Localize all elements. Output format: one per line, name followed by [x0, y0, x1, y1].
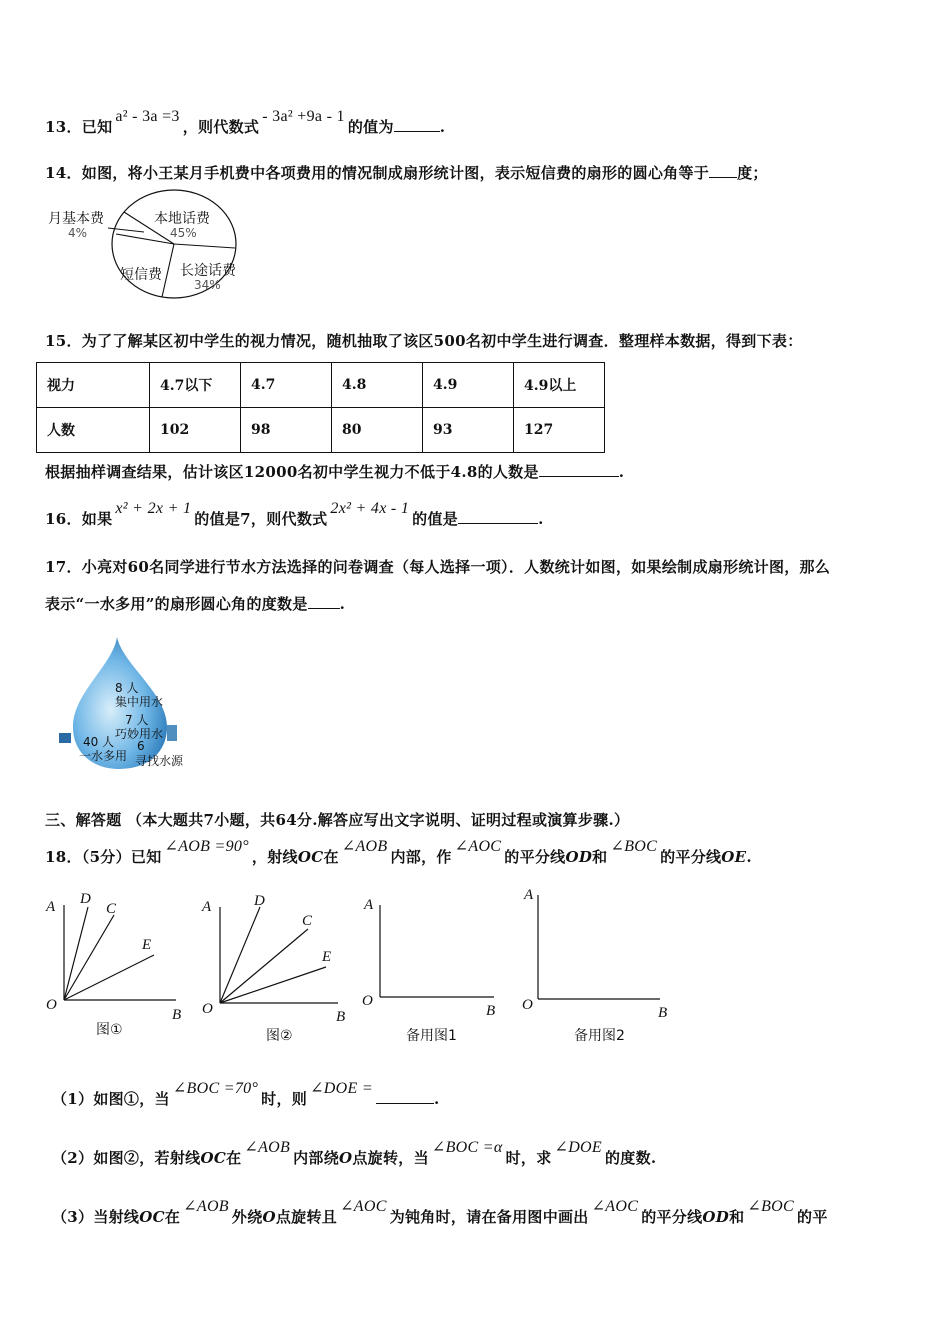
spare1-label-o: O — [362, 993, 373, 1009]
q18-text: 和 — [592, 848, 608, 866]
q18-s2-o: O — [339, 1149, 353, 1167]
q14-answer-blank[interactable] — [709, 163, 737, 178]
q18-text: 的平分线 — [504, 848, 566, 866]
vision-table — [36, 362, 605, 453]
q18-s1-eq2: ∠DOE = — [310, 1080, 373, 1097]
fig2-caption: 图② — [266, 1028, 293, 1044]
q13-period: . — [439, 118, 446, 136]
bottle-icon — [167, 725, 177, 741]
q16-answer-blank[interactable] — [458, 509, 538, 524]
question-13 — [45, 108, 446, 137]
question-14 — [45, 162, 768, 183]
q18-figures — [40, 885, 680, 1050]
spare1-label-a: A — [364, 897, 374, 913]
spare2-caption: 备用图2 — [574, 1028, 625, 1044]
table-cell: 人数 — [37, 408, 150, 453]
spare2-label-b: B — [658, 1005, 668, 1021]
fig1-caption: 图① — [96, 1022, 123, 1038]
fig2-label-b: B — [336, 1009, 346, 1025]
q18-eq4: ∠BOC — [610, 838, 658, 855]
figure-1-rays — [64, 905, 176, 1000]
drop-count-b: 7 人 — [125, 713, 149, 727]
q13-equation: a² - 3a =3 — [115, 108, 180, 125]
q18-s3-text: 的平 — [797, 1208, 828, 1226]
q16-equation: x² + 2x + 1 — [115, 500, 192, 517]
q13-label: 13．已知 — [45, 118, 113, 136]
question-15-prompt — [45, 461, 624, 482]
spare2-label-a: A — [524, 887, 534, 903]
q18-s1-text-2: 时，则 — [261, 1090, 308, 1108]
fig2-label-c: C — [302, 913, 313, 929]
table-cell: 80 — [332, 408, 423, 453]
q18-s3-text: 外绕 — [231, 1208, 263, 1226]
q17-text: 17．小亮对60名同学进行节水方法选择的问卷调查（每人选择一项）．人数统计如图，如果绘制成扇形统计图，那么 — [45, 558, 831, 576]
fig1-label-d: D — [80, 891, 91, 907]
q18-text: ，射线 — [251, 848, 298, 866]
q15-period: . — [618, 463, 625, 481]
q14-pie-chart — [44, 188, 244, 300]
q18-s3-text: 的平分线 — [641, 1208, 703, 1226]
table-cell: 4.7以下 — [150, 363, 241, 408]
drop-label-c: 一水多用 — [79, 749, 128, 763]
q18-s3-o: O — [262, 1208, 276, 1226]
q13-expression: - 3a² +9a - 1 — [262, 108, 345, 125]
figure-2-rays — [220, 907, 338, 1003]
q18-label: 18．（5分）已知 — [45, 848, 162, 866]
pie-pct-long: 34% — [194, 278, 221, 292]
q18-s3-text: 和 — [729, 1208, 745, 1226]
q18-s1-eq: ∠BOC =70° — [172, 1080, 259, 1097]
pie-label-long: 长途话费 — [180, 263, 236, 279]
q13-tail: 的值为 — [347, 118, 394, 136]
fig1-label-b: B — [172, 1007, 182, 1023]
spare-figure-1-rays — [380, 905, 494, 997]
q18-part-1 — [52, 1080, 440, 1109]
q18-oe: OE — [721, 848, 747, 866]
drop-count-d: 6 — [137, 739, 145, 753]
q18-s3-text: 为钝角时，请在备用图中画出 — [389, 1208, 589, 1226]
q18-s2-eq: ∠AOB — [244, 1139, 291, 1156]
q13-answer-blank[interactable] — [394, 117, 440, 132]
q17-water-drop-figure — [55, 635, 195, 775]
section-3-heading — [45, 809, 629, 830]
pie-label-monthly: 月基本费 — [48, 211, 104, 227]
fig2-label-a: A — [202, 899, 212, 915]
q18-text: 内部，作 — [390, 848, 452, 866]
q16-label: 16．如果 — [45, 510, 113, 528]
spare1-caption: 备用图1 — [406, 1028, 457, 1044]
table-cell: 102 — [150, 408, 241, 453]
q18-text: 的平分线 — [660, 848, 722, 866]
q18-s3-text: 在 — [164, 1208, 181, 1226]
q15-text: 15．为了了解某区初中学生的视力情况，随机抽取了该区500名初中学生进行调查．整理样本数据，得到下表： — [45, 332, 803, 350]
fig1-label-o: O — [46, 997, 57, 1013]
spare-figure-2-rays — [538, 895, 660, 999]
q18-s3-oc: OC — [139, 1208, 165, 1226]
q18-s2-text: 点旋转，当 — [352, 1149, 429, 1167]
q16-tail: 的值是 — [412, 510, 459, 528]
fig2-label-d: D — [254, 893, 265, 909]
fig1-label-a: A — [46, 899, 56, 915]
question-17-line1 — [45, 556, 830, 577]
table-cell: 4.7 — [241, 363, 332, 408]
q18-eq2: ∠AOB — [341, 838, 388, 855]
q18-s3-eq3: ∠AOC — [591, 1198, 639, 1215]
q18-s3-eq4: ∠BOC — [747, 1198, 795, 1215]
pie-label-sms: 短信费 — [120, 267, 162, 283]
q18-s3-eq2: ∠AOC — [340, 1198, 387, 1215]
q18-s2-eq2: ∠BOC =α — [431, 1139, 503, 1156]
fig2-label-e: E — [322, 949, 332, 965]
table-row — [37, 363, 605, 408]
q15-after-text: 根据抽样调查结果，估计该区12000名初中学生视力不低于4.8的人数是 — [45, 463, 539, 481]
q14-tail: 度； — [737, 164, 768, 182]
table-row — [37, 408, 605, 453]
q16-text: 的值是7，则代数式 — [194, 510, 328, 528]
pie-label-local: 本地话费 — [154, 211, 210, 227]
pie-pct-local: 45% — [170, 226, 197, 240]
fig1-label-e: E — [142, 937, 152, 953]
q18-text: . — [746, 848, 752, 866]
pie-boundary — [174, 244, 235, 248]
q18-s2-oc: OC — [200, 1149, 227, 1167]
q18-s3-text: 点旋转且 — [275, 1208, 338, 1226]
question-15 — [45, 330, 803, 351]
table-cell: 98 — [241, 408, 332, 453]
drop-label-b: 巧妙用水 — [115, 727, 164, 741]
q18-part-3 — [52, 1198, 828, 1227]
q18-s3-od: OD — [702, 1208, 730, 1226]
question-16 — [45, 500, 544, 529]
spare1-label-b: B — [486, 1003, 496, 1019]
q18-oc: OC — [297, 848, 324, 866]
q18-s2-text: 的度数. — [605, 1149, 657, 1167]
q16-expression: 2x² + 4x - 1 — [330, 500, 410, 517]
table-cell: 4.9 — [423, 363, 514, 408]
spare2-label-o: O — [522, 997, 533, 1013]
pie-pct-monthly: 4% — [68, 226, 88, 240]
q18-part-2 — [52, 1139, 657, 1168]
pie-boundary — [162, 244, 174, 297]
table-cell: 视力 — [37, 363, 150, 408]
q17-text-2: 表示“一水多用”的扇形圆心角的度数是 — [45, 595, 308, 613]
q18-s1-answer-blank[interactable] — [376, 1089, 434, 1104]
q18-text: 在 — [323, 848, 339, 866]
q18-s2-text: 在 — [226, 1149, 242, 1167]
q18-s1-period: . — [433, 1090, 440, 1108]
q18-eq1: ∠AOB =90° — [164, 838, 249, 855]
q18-s1-text: （1）如图①，当 — [52, 1090, 170, 1108]
table-cell: 4.8 — [332, 363, 423, 408]
q18-s2-eq3: ∠DOE — [554, 1139, 602, 1156]
q17-answer-blank[interactable] — [308, 594, 340, 609]
q18-s3-eq: ∠AOB — [183, 1198, 229, 1215]
q18-s2-text: （2）如图②，若射线 — [52, 1149, 201, 1167]
drop-label-d: 寻找水源 — [135, 754, 184, 768]
q18-s2-text: 时，求 — [505, 1149, 552, 1167]
q13-text: ，则代数式 — [182, 118, 260, 136]
q18-s2-text: 内部绕 — [293, 1149, 339, 1167]
table-cell: 127 — [514, 408, 605, 453]
q18-od: OD — [565, 848, 593, 866]
q14-text: 14．如图，将小王某月手机费中各项费用的情况制成扇形统计图，表示短信费的扇形的圆心角等于 — [45, 164, 710, 182]
question-18 — [45, 838, 752, 867]
table-cell: 93 — [423, 408, 514, 453]
q18-eq3: ∠AOC — [454, 838, 502, 855]
fig1-label-c: C — [106, 901, 117, 917]
section-3-text: 三、解答题 （本大题共7小题，共64分.解答应写出文字说明、证明过程或演算步骤.） — [45, 811, 630, 829]
drop-count-a: 8 人 — [115, 681, 139, 695]
q16-period: . — [538, 510, 544, 528]
q15-answer-blank[interactable] — [539, 462, 619, 477]
question-17-line2 — [45, 593, 345, 614]
q18-s3-text: （3）当射线 — [52, 1208, 140, 1226]
table-cell: 4.9以上 — [514, 363, 605, 408]
drop-count-c: 40 人 — [83, 735, 115, 749]
drop-label-a: 集中用水 — [115, 695, 164, 709]
faucet-icon — [59, 733, 71, 743]
q17-period: . — [339, 595, 346, 613]
fig2-label-o: O — [202, 1001, 213, 1017]
